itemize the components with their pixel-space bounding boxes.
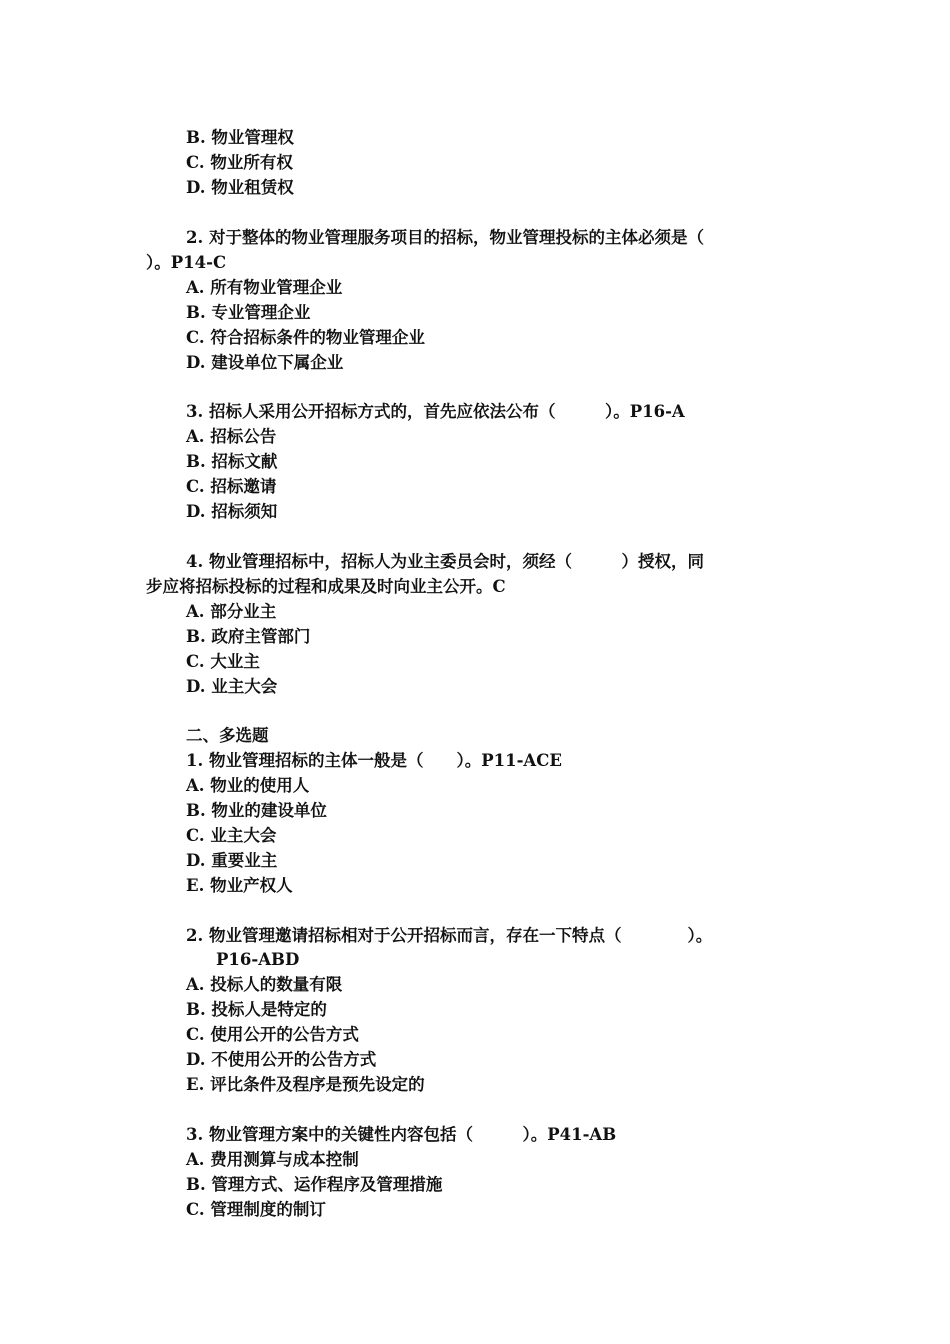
option-line: B. 管理方式、运作程序及管理措施 <box>186 1175 443 1194</box>
question-stem: 2. 对于整体的物业管理服务项目的招标，物业管理投标的主体必须是（ <box>186 228 704 247</box>
option-line: C. 管理制度的制订 <box>186 1200 326 1219</box>
option-line: D. 招标须知 <box>186 502 278 521</box>
option-line: C. 大业主 <box>186 652 260 671</box>
option-line: B. 招标文献 <box>186 452 278 471</box>
question-stem: 4. 物业管理招标中，招标人为业主委员会时，须经（ ）授权，同 <box>186 552 704 571</box>
question-stem-continued: ）。P14-C <box>146 253 227 272</box>
option-line: A. 投标人的数量有限 <box>186 975 343 994</box>
option-line: A. 部分业主 <box>186 602 277 621</box>
option-line: A. 物业的使用人 <box>186 776 310 795</box>
question-stem: 2. 物业管理邀请招标相对于公开招标而言，存在一下特点（ ）。 <box>186 926 713 945</box>
option-line: A. 费用测算与成本控制 <box>186 1150 359 1169</box>
option-line: B. 政府主管部门 <box>186 627 311 646</box>
option-line: E. 物业产权人 <box>186 876 293 895</box>
option-line: D. 业主大会 <box>186 677 278 696</box>
option-line: B. 专业管理企业 <box>186 303 311 322</box>
section-heading: 二、多选题 <box>186 726 269 745</box>
option-line: B. 投标人是特定的 <box>186 1000 327 1019</box>
option-line: A. 所有物业管理企业 <box>186 278 343 297</box>
option-line: C. 使用公开的公告方式 <box>186 1025 359 1044</box>
option-line: C. 符合招标条件的物业管理企业 <box>186 328 425 347</box>
option-line: E. 评比条件及程序是预先设定的 <box>186 1075 425 1094</box>
question-stem: 3. 招标人采用公开招标方式的，首先应依法公布（ ）。P16-A <box>186 402 685 421</box>
question-stem: 3. 物业管理方案中的关键性内容包括（ ）。P41-AB <box>186 1125 617 1144</box>
option-line: C. 业主大会 <box>186 826 277 845</box>
question-stem-continued: 步应将招标投标的过程和成果及时向业主公开。C <box>146 577 506 596</box>
option-line: B. 物业管理权 <box>186 128 294 147</box>
option-line: B. 物业的建设单位 <box>186 801 327 820</box>
option-line: D. 重要业主 <box>186 851 278 870</box>
option-line: A. 招标公告 <box>186 427 277 446</box>
question-stem-continued: P16-ABD <box>216 950 300 969</box>
option-line: D. 物业租赁权 <box>186 178 294 197</box>
option-line: C. 招标邀请 <box>186 477 277 496</box>
option-line: C. 物业所有权 <box>186 153 293 172</box>
question-stem: 1. 物业管理招标的主体一般是（ ）。P11-ACE <box>186 751 562 770</box>
option-line: D. 不使用公开的公告方式 <box>186 1050 377 1069</box>
option-line: D. 建设单位下属企业 <box>186 353 344 372</box>
